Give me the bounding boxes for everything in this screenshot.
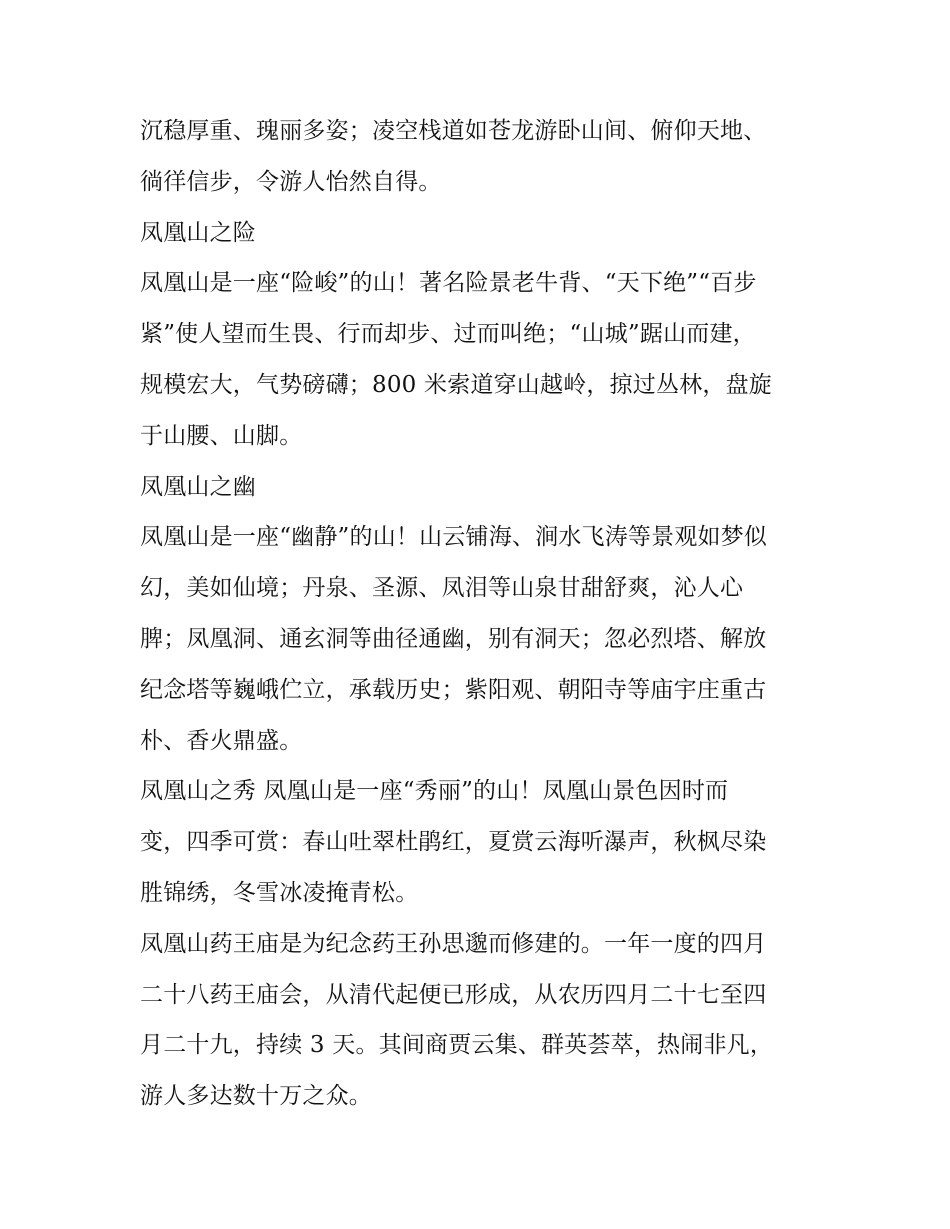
text-line: 游人多达数十万之众。: [140, 1083, 372, 1110]
document-body: [140, 106, 815, 1122]
text-line: 朴、香火鼎盛。: [140, 727, 303, 754]
text-line: 规模宏大，气势磅礴；800 米索道穿山越岭，掠过丛林，盘旋: [140, 371, 773, 398]
text-line: 凤凰山是一座“险峻”的山！著名险景老牛背、“天下绝”“百步: [140, 270, 757, 297]
section-heading-danger: 凤凰山之险: [140, 219, 256, 246]
text-line: 胜锦绣，冬雪冰凌掩青松。: [140, 879, 419, 906]
text-line: 纪念塔等巍峨伫立，承载历史；紫阳观、朝阳寺等庙宇庄重古: [140, 676, 767, 703]
text-line: 于山腰、山脚。: [140, 422, 303, 449]
text-line: 徜徉信步，令游人怡然自得。: [140, 168, 442, 195]
text-line: 变，四季可赏：春山吐翠杜鹃红，夏赏云海听瀑声，秋枫尽染: [140, 829, 767, 856]
section-heading-quiet: 凤凰山之幽: [140, 473, 256, 500]
text-line: 凤凰山是一座“幽静”的山！山云铺海、涧水飞涛等景观如梦似: [140, 524, 768, 551]
text-line: 脾；凤凰洞、通玄洞等曲径通幽，别有洞天；忽必烈塔、解放: [140, 625, 767, 652]
text-line: 月二十九，持续 3 天。其间商贾云集、群英荟萃，热闹非凡，: [140, 1032, 774, 1059]
section-line-beauty: 凤凰山之秀 凤凰山是一座“秀丽”的山！凤凰山景色因时而: [140, 778, 729, 805]
text-line: 二十八药王庙会，从清代起便已形成，从农历四月二十七至四: [140, 981, 767, 1008]
text-line: 沉稳厚重、瑰丽多姿；凌空栈道如苍龙游卧山间、俯仰天地、: [140, 118, 767, 144]
text-line: 凤凰山药王庙是为纪念药王孙思邈而修建的。一年一度的四月: [140, 930, 767, 957]
text-line: 紧”使人望而生畏、行而却步、过而叫绝；“山城”踞山而建，: [140, 321, 756, 348]
text-line: 幻，美如仙境；丹泉、圣源、凤泪等山泉甘甜舒爽，沁人心: [140, 575, 744, 602]
